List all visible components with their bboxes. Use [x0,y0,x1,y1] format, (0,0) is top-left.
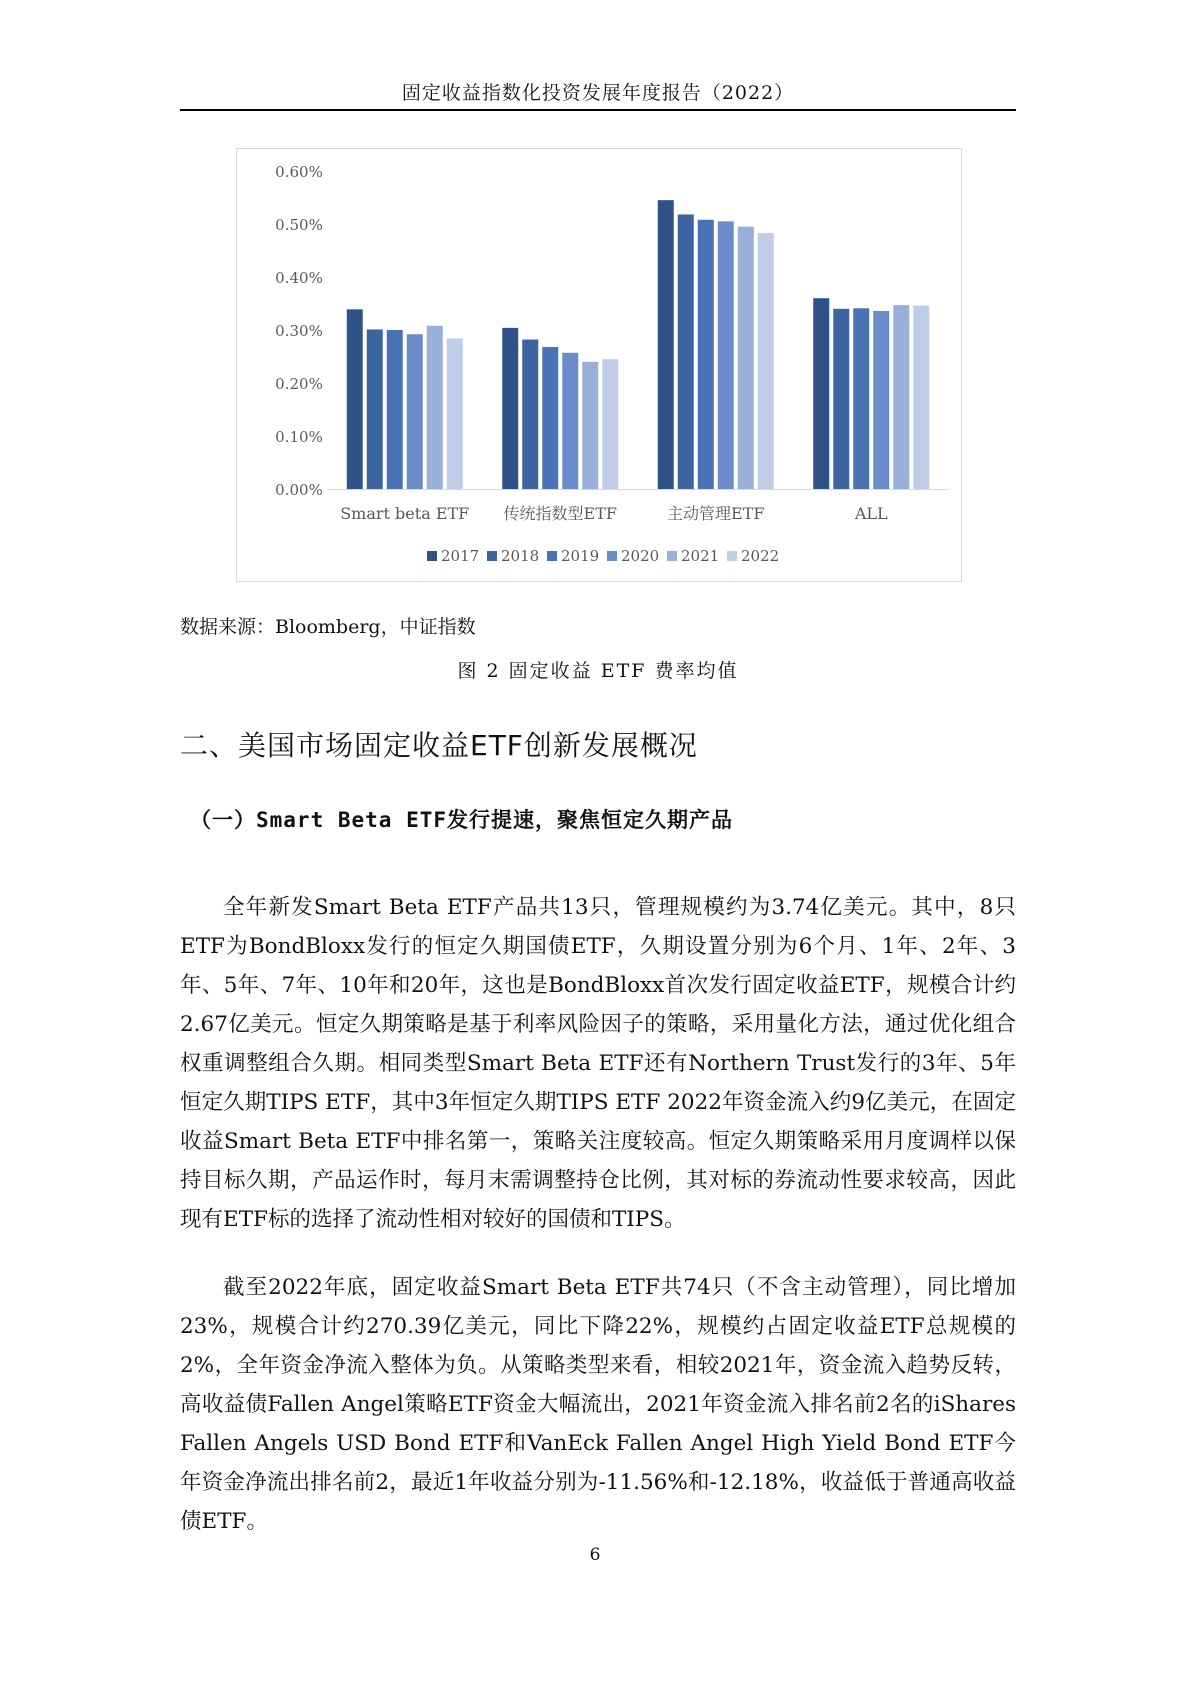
x-tick-label: Smart beta ETF [340,504,470,523]
page-number: 6 [589,1545,601,1565]
bar-2018 [833,309,849,489]
bar-2018 [367,329,383,489]
y-tick-label: 0.50% [275,216,323,234]
bar-2022 [602,359,618,489]
legend-swatch-2021 [667,551,677,561]
bar-2020 [873,311,889,489]
source-note: 数据来源：Bloomberg，中证指数 [180,616,476,638]
legend-label-2017: 2017 [441,547,480,565]
y-tick-label: 0.20% [275,375,323,393]
x-tick-label: ALL [854,504,888,523]
bar-2021 [738,227,754,489]
y-tick-label: 0.60% [275,163,323,181]
bar-2017 [347,309,363,489]
figure-caption: 图 2 固定收益 ETF 费率均值 [457,660,739,682]
y-tick-label: 0.40% [275,269,323,287]
bar-2021 [427,326,443,489]
x-tick-label: 主动管理ETF [667,504,765,523]
bar-2022 [447,338,463,489]
legend-label-2019: 2019 [561,547,600,565]
bar-2019 [387,330,403,489]
y-tick-label: 0.10% [275,428,323,446]
running-header: 固定收益指数化投资发展年度报告（2022） [401,82,795,104]
bar-2019 [853,308,869,489]
bar-2019 [542,347,558,489]
bar-2017 [813,298,829,489]
bar-2021 [582,362,598,489]
bar-2020 [718,221,734,489]
legend-swatch-2017 [427,551,437,561]
legend-label-2021: 2021 [681,547,720,565]
legend-swatch-2022 [727,551,737,561]
y-tick-label: 0.30% [275,322,323,340]
bar-2020 [407,334,423,489]
paragraph-1: 全年新发Smart Beta ETF产品共13只，管理规模约为3.74亿美元。其中，8只ETF为BondBloxx发行的恒定久期国债ETF，久期设置分别为6个月、1年、2年、3年、5年、7年、10年和20年，这也是BondBloxx首次发行固定收益ETF，规模合计约2.67亿美元。恒定久期策略是基于利率风险因子的策略，采用量化方法，通过优化组合权重调整组合久期。相同类型Smart Beta ETF还有Northern Trust发行的3年、5年恒定久期TIPS ETF，其中3年恒定久期TIPS ETF 2022年资金流入约9亿美元，在固定收益Smart Beta ETF中排名第一，策略关注度较高。恒定久期策略采用月度调样以保持目标久期，产品运作时，每月末需调整持仓比例，其对标的券流动性要求较高，因此现有ETF标的选择了流动性相对较好的国债和TIPS。 [180,895,1016,1232]
section-heading: 二、美国市场固定收益ETF创新发展概况 [180,729,698,762]
fee-chart [236,148,962,582]
bar-2020 [562,353,578,489]
legend-swatch-2018 [487,551,497,561]
bar-2017 [502,328,518,489]
bar-2019 [698,220,714,489]
legend-label-2022: 2022 [741,547,780,565]
legend-swatch-2019 [547,551,557,561]
bar-2018 [522,340,538,489]
bar-2017 [658,200,674,489]
bar-2022 [758,233,774,489]
x-tick-label: 传统指数型ETF [503,504,617,523]
bar-2021 [893,305,909,489]
legend-label-2020: 2020 [621,547,660,565]
header-rule [180,109,1016,111]
subsection-heading: （一）Smart Beta ETF发行提速，聚焦恒定久期产品 [190,808,734,832]
legend-swatch-2020 [607,551,617,561]
fee-chart-svg [237,149,961,581]
paragraph-2: 截至2022年底，固定收益Smart Beta ETF共74只（不含主动管理），同比增加23%，规模合计约270.39亿美元，同比下降22%，规模约占固定收益ETF总规模的2%，全年资金净流入整体为负。从策略类型来看，相较2021年，资金流入趋势反转，高收益债Fallen Angel策略ETF资金大幅流出，2021年资金流入排名前2名的iShares Fallen Angels USD Bond ETF和VanEck Fallen Angel High Yield Bond ETF今年资金净流出排名前2，最近1年收益分别为-11.56%和-12.18%，收益低于普通高收益债ETF。 [180,1275,1016,1534]
bar-2022 [913,306,929,489]
legend-label-2018: 2018 [501,547,540,565]
bar-2018 [678,214,694,489]
y-tick-label: 0.00% [275,481,323,499]
